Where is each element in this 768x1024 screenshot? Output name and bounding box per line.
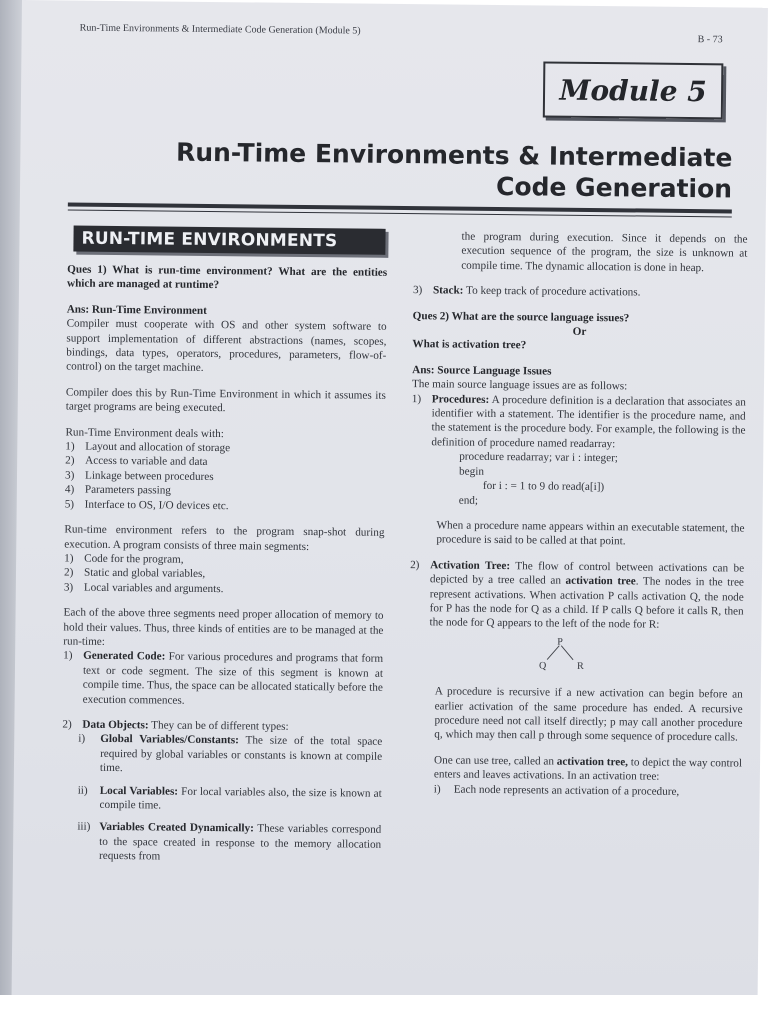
title-rule-thick <box>68 202 732 213</box>
list-item: 1) Generated Code: For various procedures and programs that form text or code segment. The size of this segment is known at compile time. Thus, the space can be allocated statically before the execution commences. <box>63 649 384 707</box>
book-page <box>12 0 768 1003</box>
list-item: 1) Layout and allocation of storage <box>65 440 231 455</box>
deals-list <box>65 440 386 515</box>
chapter-title-line-1: Run-Time Environments & Intermediate <box>175 137 733 173</box>
list-item: i) Each node represents an activation of a procedure, <box>433 782 680 798</box>
list-item: 5) Interface to OS, I/O devices etc. <box>64 498 229 512</box>
code-line: for i : = 1 to 9 do read(a[i]) <box>482 479 605 494</box>
code-line: end; <box>458 494 479 507</box>
deals-intro: Run-Time Environment deals with: <box>65 426 224 440</box>
list-item: ii) Local Variables: For local variables also, the size is known at compile time. <box>77 784 382 812</box>
question-2-alternate: What is activation tree? <box>412 338 527 352</box>
left-column <box>61 262 387 866</box>
list-item: 1) Code for the program, <box>64 552 184 566</box>
photo-bottom-margin <box>0 995 768 1024</box>
answer-1-paragraph-1: Compiler must cooperate with OS and other system software to support implementation of different abstractions (names, scopes, bindings, data types, operators, procedures, parameters, flow-of-control) on the target machine. <box>66 317 387 375</box>
list-item: 2) Activation Tree: The flow of control between activations can be depicted by a tree called an activation tree. The nodes in the tree represent activations. When activation P calls activation Q, the node for P has the node for Q as a child. If P calls Q before it calls R, then the node for Q appears to the left of the node for R: <box>410 558 745 632</box>
entities-list-continued <box>413 283 747 301</box>
recursive-paragraph: A procedure is recursive if a new activation can begin before an earlier activation of the same procedure has ended. A recursive procedure need not call itself directly; p may call another procedure q, which may then call p through some sequence of procedure calls. <box>434 685 743 744</box>
snapshot-intro: Run-time environment refers to the program snap-shot during execution. A program consists of three main segments: <box>64 523 385 553</box>
running-header: Run-Time Environments & Intermediate Code Generation (Module 5) <box>79 22 361 37</box>
tree-node-right: R <box>576 660 584 672</box>
chapter-title-line-2: Code Generation <box>495 171 733 204</box>
answer-2-intro: The main source language issues are as follows: <box>411 378 628 393</box>
call-paragraph: When a procedure name appears within an executable statement, the procedure is said to be called at that point. <box>436 519 745 548</box>
continued-paragraph: the program during execution. Since it depends on the execution sequence of the program, the size is unknown at compile time. The dynamic allocation is done in heap. <box>461 230 748 274</box>
chapter-title <box>120 136 733 204</box>
answer-1-paragraph-2: Compiler does this by Run-Time Environment in which it assumes its target programs are being executed. <box>65 386 386 415</box>
module-label: Module 5 <box>559 73 707 108</box>
issues-list <box>411 392 746 453</box>
tree-use-paragraph: One can use tree, called an activation tree, to depict the way control enters and leaves activations. In an activation tree: <box>433 754 743 783</box>
answer-2-heading: Ans: Source Language Issues <box>412 363 552 378</box>
list-item: 2) Static and global variables, <box>63 566 206 581</box>
module-label-box <box>543 61 724 119</box>
list-item: 3) Local variables and arguments. <box>63 581 224 595</box>
tree-node-left: Q <box>538 660 547 672</box>
code-line: procedure readarray; var i : integer; <box>459 450 619 465</box>
code-line: begin <box>459 465 485 478</box>
question-2-or: Or <box>572 325 587 338</box>
activation-tree-diagram <box>519 635 599 676</box>
list-item: 1) Procedures: A procedure definition is a declaration that associates an identifier with a statement. The identifier is the procedure name, and the statement is the procedure body. For example, the following is the definition of procedure named readarray: <box>411 392 746 451</box>
data-objects-list <box>77 732 382 866</box>
segments-list <box>64 551 384 598</box>
question-1: Ques 1) What is run-time environment? What are the entities which are managed at runtime? <box>66 263 388 292</box>
section-heading: RUN-TIME ENVIRONMENTS <box>73 226 385 255</box>
entities-list <box>62 649 383 735</box>
code-example <box>459 450 746 511</box>
list-item: iii) Variables Created Dynamically: These variables correspond to the space created in response to the memory allocation requests from <box>77 821 382 863</box>
tree-node-root: P <box>557 636 563 648</box>
list-item: 2) Data Objects: They can be of different types: <box>62 718 289 733</box>
page-number: B - 73 <box>697 34 723 46</box>
list-item: 3) Stack: To keep track of procedure activations. <box>412 284 641 299</box>
answer-1-heading: Ans: Run-Time Environment <box>66 303 207 317</box>
list-item: i) Global Variables/Constants: The size of the total space required by global variables or constants is known at compile time. <box>78 733 383 775</box>
list-item: 3) Linkage between procedures <box>64 469 214 483</box>
list-item: 2) Access to variable and data <box>65 454 208 469</box>
list-item: 4) Parameters passing <box>64 483 171 497</box>
tree-properties-list <box>434 782 742 800</box>
question-2: Ques 2) What are the source language issues? <box>412 309 630 325</box>
issues-list-2 <box>409 558 744 634</box>
segments-paragraph: Each of the above three segments need proper allocation of memory to hold their values. Thus, three kinds of entities are to be managed at the run-time: <box>63 606 384 648</box>
right-column <box>408 229 748 799</box>
